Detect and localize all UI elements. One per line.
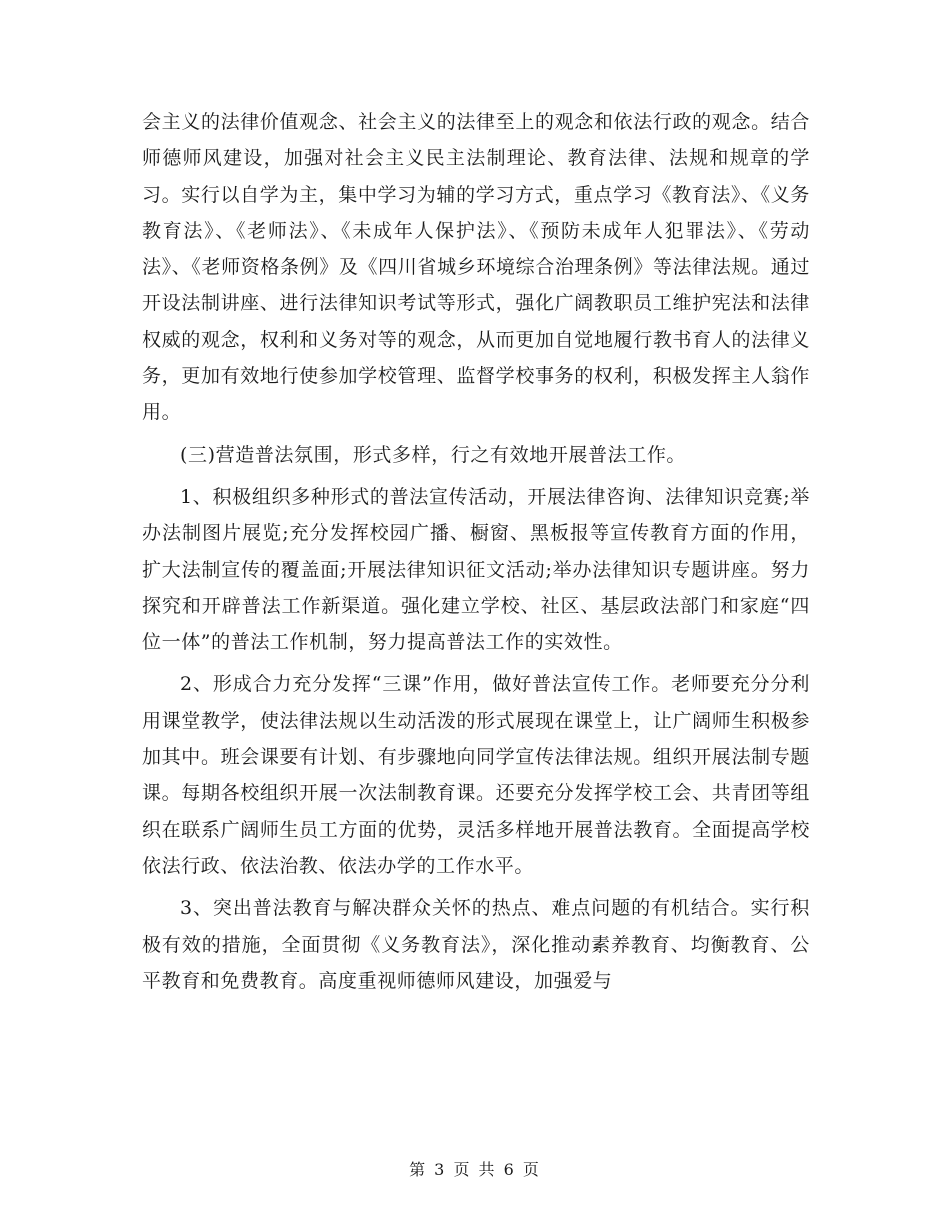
paragraph-item-1: 1、积极组织多种形式的普法宣传活动，开展法律咨询、法律知识竞赛;举办法制图片展览;充分发挥校园广播、橱窗、黑板报等宣传教育方面的作用，扩大法制宣传的覆盖面;开展法律知识征文活动;举办法律知识专题讲座。努力探究和开辟普法工作新渠道。强化建立学校、社区、基层政法部门和家庭“四位一体”的普法工作机制，努力提高普法工作的实效性。 <box>142 485 810 654</box>
page-number-footer: 第 3 页 共 6 页 <box>409 1160 541 1179</box>
paragraph-item-3: 3、突出普法教育与解决群众关怀的热点、难点问题的有机结合。实行积极有效的措施，全面贯彻《义务教育法》，深化推动素养教育、均衡教育、公平教育和免费教育。高度重视师德师风建设，加强爱与 <box>142 897 810 992</box>
section-heading-3: (三)营造普法氛围，形式多样，行之有效地开展普法工作。 <box>180 443 687 466</box>
paragraph-continued: 会主义的法律价值观念、社会主义的法律至上的观念和依法行政的观念。结合师德师风建设，加强对社会主义民主法制理论、教育法律、法规和规章的学习。实行以自学为主，集中学习为辅的学习方式，重点学习《教育法》、《义务教育法》、《老师法》、《未成年人保护法》、《预防未成年人犯罪法》、《劳动法》、《老师资格条例》及《四川省城乡环境综合治理条例》等法律法规。通过开设法制讲座、进行法律知识考试等形式，强化广阔教职员工维护宪法和法律权威的观念，权利和义务对等的观念，从而更加自觉地履行教书育人的法律义务，更加有效地行使参加学校管理、监督学校事务的权利，积极发挥主人翁作用。 <box>142 111 810 424</box>
paragraph-item-2: 2、形成合力充分发挥“三课”作用，做好普法宣传工作。老师要充分分利用课堂教学，使法律法规以生动活泼的形式展现在课堂上，让广阔师生积极参加其中。班会课要有计划、有步骤地向同学宣传法律法规。组织开展法制专题课。每期各校组织开展一次法制教育课。还要充分发挥学校工会、共青团等组织在联系广阔师生员工方面的优势，灵活多样地开展普法教育。全面提高学校依法行政、依法治教、依法办学的工作水平。 <box>142 673 810 877</box>
document-body <box>142 104 810 1005</box>
